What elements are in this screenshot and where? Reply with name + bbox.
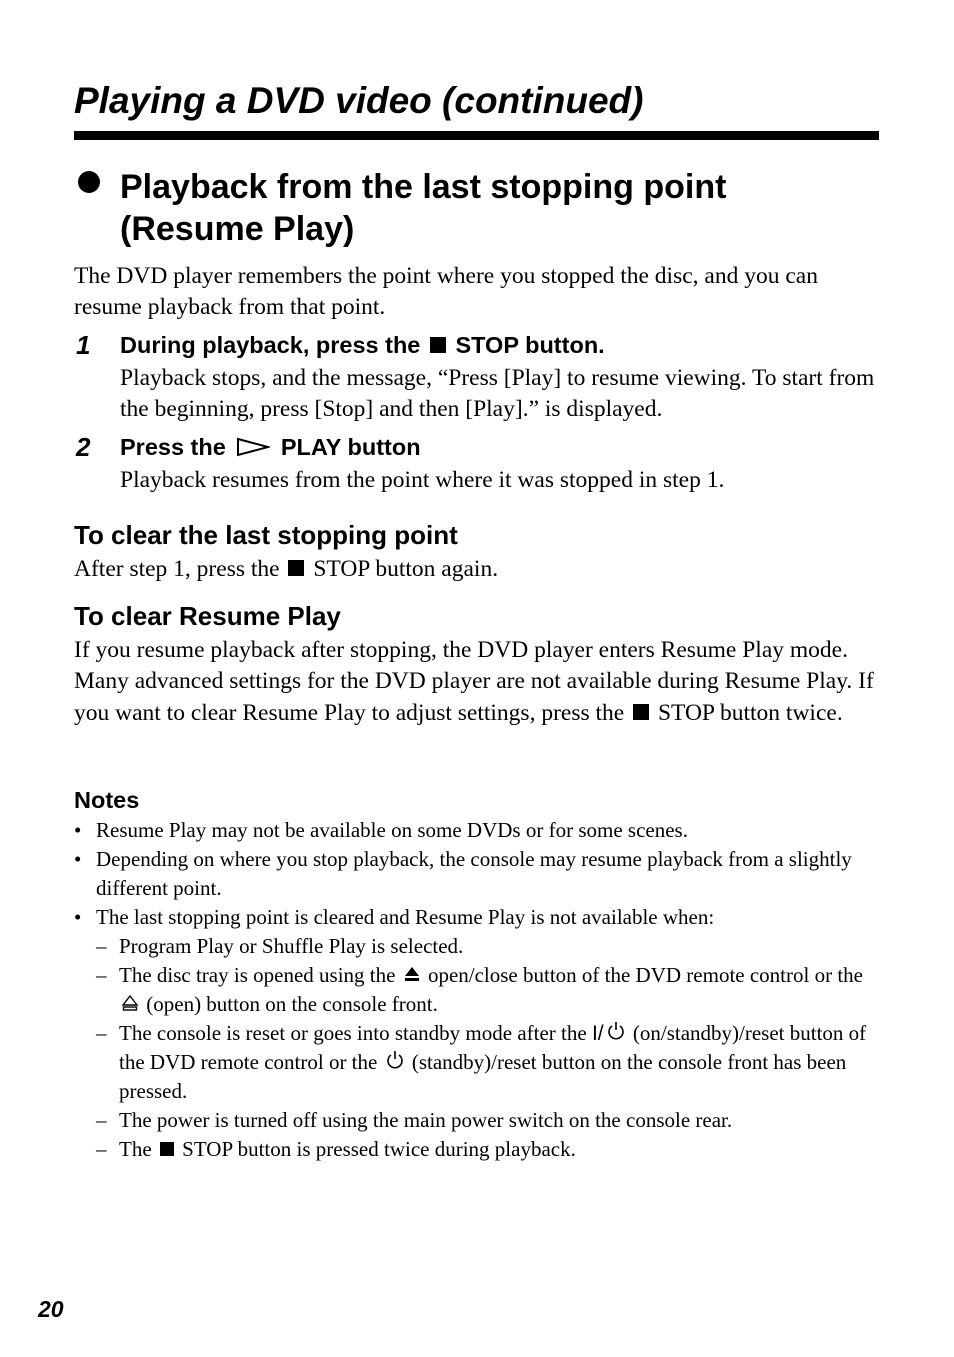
note-text: The last stopping point is cleared and Resume Play is not available when: bbox=[96, 905, 715, 929]
bullet-marker: • bbox=[74, 847, 82, 871]
section-bullet-icon bbox=[78, 171, 100, 193]
stop-icon bbox=[160, 1142, 174, 1156]
intro-paragraph: The DVD player remembers the point where you stopped the disc, and you can resume playback from that point. bbox=[74, 263, 818, 320]
step-heading-text: During playback, press the bbox=[120, 332, 421, 358]
section-title-line2: (Resume Play) bbox=[120, 210, 355, 248]
note-subitem-text: The bbox=[119, 1137, 152, 1161]
note-sublist bbox=[96, 932, 880, 1164]
clear-point-text-b: STOP button again. bbox=[313, 556, 499, 582]
note-subitem-text: (on/standby)/reset button of the DVD remote control or the bbox=[119, 1021, 867, 1074]
clear-point-heading: To clear the last stopping point bbox=[74, 520, 458, 550]
open-icon bbox=[121, 994, 139, 1012]
power-icon bbox=[385, 1050, 405, 1070]
note-text: Resume Play may not be available on some DVDs or for some scenes. bbox=[96, 818, 688, 842]
stop-icon bbox=[430, 337, 446, 353]
step-body: Playback stops, and the message, “Press [Play] to resume viewing. To start from the beginning, press [Stop] and then [Play].” is displayed. bbox=[120, 365, 875, 422]
stop-icon bbox=[633, 704, 649, 720]
step-heading bbox=[120, 330, 605, 360]
note-subitem bbox=[74, 1019, 880, 1106]
play-icon bbox=[236, 437, 270, 457]
section-title bbox=[120, 166, 726, 250]
stop-icon bbox=[288, 560, 304, 576]
note-item bbox=[74, 816, 880, 845]
note-subitem-text: The power is turned off using the main power switch on the console rear. bbox=[119, 1108, 733, 1132]
on-standby-label: I/ bbox=[591, 1022, 604, 1045]
note-subitem-text: The disc tray is opened using the bbox=[119, 963, 396, 987]
note-subitem bbox=[74, 1135, 880, 1164]
clear-resume-text-a: If you resume playback after stopping, the DVD player enters Resume Play mode. Many advanced settings for the DVD player are not available during Resume Play. If you want to clear Resume Play to adjust settings, press the bbox=[74, 637, 874, 726]
step-heading-text: STOP button. bbox=[455, 332, 605, 358]
note-subitem-text: open/close button of the DVD remote control or the bbox=[427, 963, 863, 987]
clear-resume-text-b: STOP button twice. bbox=[657, 699, 843, 726]
clear-resume-text bbox=[74, 635, 880, 729]
clear-point-text-a: After step 1, press the bbox=[74, 556, 280, 582]
note-item bbox=[74, 845, 880, 903]
bullet-marker: • bbox=[74, 818, 82, 842]
note-subitem-text: (standby)/reset button on the console front has been pressed. bbox=[119, 1050, 847, 1103]
dash-marker: – bbox=[96, 1108, 107, 1132]
note-subitem-text: STOP button is pressed twice during playback. bbox=[182, 1137, 576, 1161]
chapter-title: Playing a DVD video (continued) bbox=[74, 80, 644, 121]
dash-marker: – bbox=[96, 963, 107, 987]
dash-marker: – bbox=[96, 1137, 107, 1161]
notes-list bbox=[74, 816, 880, 1164]
notes-heading: Notes bbox=[74, 787, 140, 813]
step-number: 1 bbox=[76, 330, 91, 360]
note-subitem-text: (open) button on the console front. bbox=[146, 992, 438, 1016]
step-number: 2 bbox=[76, 432, 91, 462]
note-subitem bbox=[74, 1106, 880, 1135]
step-heading bbox=[120, 432, 421, 462]
step-heading-text: Press the bbox=[120, 434, 226, 460]
step-body: Playback resumes from the point where it was stopped in step 1. bbox=[120, 467, 725, 493]
dash-marker: – bbox=[96, 934, 107, 958]
note-subitem bbox=[74, 932, 880, 961]
clear-resume-heading: To clear Resume Play bbox=[74, 601, 341, 631]
eject-icon bbox=[403, 965, 421, 983]
page-number: 20 bbox=[38, 1296, 64, 1322]
power-icon bbox=[606, 1021, 626, 1041]
note-text: Depending on where you stop playback, the console may resume playback from a slightly different point. bbox=[96, 847, 852, 900]
bullet-marker: • bbox=[74, 905, 82, 929]
note-subitem-text: Program Play or Shuffle Play is selected. bbox=[119, 934, 464, 958]
section-title-line1: Playback from the last stopping point bbox=[120, 168, 727, 206]
title-rule bbox=[74, 131, 879, 140]
note-subitem-text: The console is reset or goes into standby mode after the bbox=[119, 1021, 587, 1045]
step-heading-text: PLAY button bbox=[280, 434, 421, 460]
note-item bbox=[74, 903, 880, 1164]
dash-marker: – bbox=[96, 1021, 107, 1045]
clear-point-text bbox=[74, 554, 880, 585]
note-subitem bbox=[74, 961, 880, 1019]
